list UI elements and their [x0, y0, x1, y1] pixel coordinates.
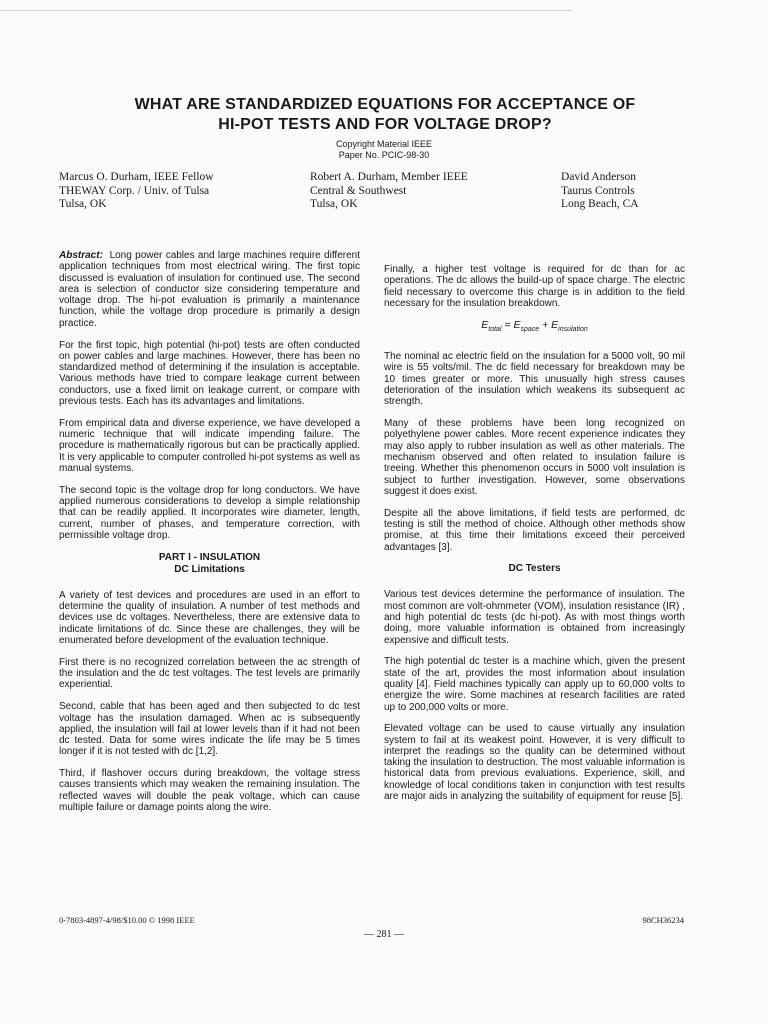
section-heading: [384, 563, 685, 575]
author-1: [59, 171, 214, 212]
paragraph: Despite all the above limitations, if field tests are performed, dc testing is still the method of choice. Although other methods show promise, at this time their limitations exceed their perceived advantages [3].: [384, 507, 685, 553]
left-column: [59, 250, 360, 824]
paragraph: Elevated voltage can be used to cause virtually any insulation system to fail at its weakest point. However, it is very difficult to interpret the readings so the quality can be determined without taking the insulation to destruction. The most valuable information is historical data from previous evaluations. Experience, skill, and knowledge of local conditions taken in conjunction with test results are major aids in analyzing the suitability of equipment for reuse [5].: [384, 723, 685, 803]
paragraph: From empirical data and diverse experience, we have developed a numeric technique that will indicate impending failure. The procedure is mathematically rigorous but can be practically applied. It is very applicable to computer controlled hi-pot systems as well as manual systems.: [59, 417, 360, 475]
paragraph: Various test devices determine the performance of insulation. The most common are volt-ohmmeter (VOM), insulation resistance (IR) , and high potential dc tests (dc hi-pot). As with most things worth doing, more valuable information is obtained from increasingly expensive and difficult tests.: [384, 589, 685, 646]
author-location: Tulsa, OK: [310, 198, 358, 210]
author-location: Tulsa, OK: [59, 198, 107, 210]
paragraph: First there is no recognized correlation between the ac strength of the insulation and the dc test voltages. The test levels are primarily experiential.: [59, 656, 360, 691]
top-rule: [0, 10, 572, 11]
paragraph: Many of these problems have been long recognized on polyethylene power cables. More recent experience indicates they may also apply to rubber insulation as well as other materials. The mechanism observed and often related to insulation failure is treeing. Whether this phenomenon occurs in 5000 volt insulation is subject to further investigation. However, some observations suggest it does exist.: [384, 418, 685, 497]
title-line-2: HI-POT TESTS AND FOR VOLTAGE DROP?: [218, 116, 552, 133]
eq-subscript: insulation: [558, 325, 588, 333]
page-number: — 281 —: [364, 929, 404, 940]
eq-symbol: + E: [539, 318, 559, 331]
author-2: [310, 171, 468, 212]
footer-code: 98CH36234: [642, 915, 684, 925]
abstract-label: Abstract:: [59, 250, 103, 261]
eq-subscript: total: [488, 325, 502, 333]
section-heading: [59, 552, 360, 576]
author-name: Marcus O. Durham, IEEE Fellow: [59, 171, 214, 183]
copyright-block: [284, 139, 484, 161]
eq-subscript: space: [520, 325, 540, 333]
right-column: [384, 264, 685, 813]
abstract-text: Long power cables and large machines require different application techniques from most electrical wiring. The first topic discussed is evaluation of insulation for continued use. The second area is selection of conductor size considering temperature and voltage drop. The hi-pot evaluation is primarily a maintenance function, while the voltage drop procedure is primarily a design practice.: [59, 250, 361, 329]
author-name: David Anderson: [561, 171, 637, 183]
paragraph: Third, if flashover occurs during breakdown, the voltage stress causes transients which may weaken the remaining insulation. The reflected waves will double the peak voltage, which can cause multiple failure or damage points along the wire.: [59, 768, 360, 814]
paragraph: Finally, a higher test voltage is required for dc than for ac operations. The dc allows the build-up of space charge. The electric field necessary to overcome this charge is in addition to the field necessary for the insulation breakdown.: [384, 264, 685, 309]
copyright-text: Copyright Material IEEE: [335, 139, 433, 149]
author-affiliation: THEWAY Corp. / Univ. of Tulsa: [59, 184, 210, 197]
footer-isbn: 0-7803-4897-4/98/$10.00 © 1998 IEEE: [59, 915, 195, 925]
author-3: [561, 171, 639, 212]
paper-number: Paper No. PCIC-98-30: [338, 150, 430, 160]
author-affiliation: Taurus Controls: [561, 184, 635, 197]
part-heading: PART I - INSULATION: [158, 551, 261, 563]
subsection-heading: DC Testers: [508, 563, 561, 575]
paper-title: [60, 95, 710, 135]
eq-symbol: E: [481, 318, 489, 331]
paragraph: Second, cable that has been aged and then subjected to dc test voltage has the insulation damaged. When ac is subsequently applied, the insulation will fail at lower levels than if it had not been dc tested. Data for some wires indicate the life may be 5 times longer if it is not tested with dc [1,2].: [59, 701, 360, 758]
abstract-paragraph: [59, 250, 360, 329]
paragraph: For the first topic, high potential (hi-pot) tests are often conducted on power cables and large machines. However, there has been no standardized method of determining if the insulation is acceptable. Various methods have tried to compare leakage current between conductors, use a fixed limit on leakage current, or compare with previous tests. Each has its advantages and limitations.: [59, 339, 360, 408]
paragraph: The nominal ac electric field on the insulation for a 5000 volt, 90 mil wire is 55 volts/mil. The dc field necessary for breakdown may be 10 times greater or more. This unusually high stress causes deterioration of the insulation which weakens its subsequent ac strength.: [384, 351, 685, 408]
author-name: Robert A. Durham, Member IEEE: [310, 171, 468, 183]
paragraph: The second topic is the voltage drop for long conductors. We have applied numerous considerations to develop a simple relationship that can be readily applied. It incorporates wire diameter, length, current, number of phases, and temperature correction, with permissible voltage drop.: [59, 484, 360, 542]
paragraph: A variety of test devices and procedures are used in an effort to determine the quality of insulation. A number of test methods and devices use dc voltages. Nevertheless, there are extensive data to indicate limitations of dc. Since these are challenges, they will be enumerated before development of the evaluation technique.: [59, 589, 360, 647]
eq-symbol: = E: [501, 318, 521, 331]
subsection-heading: DC Limitations: [174, 563, 245, 575]
author-location: Long Beach, CA: [561, 198, 639, 210]
equation: [384, 320, 685, 335]
paragraph: The high potential dc tester is a machine which, given the present state of the art, provides the most information about insulation quality [4]. Field machines typically can apply up to 60,000 volts to energize the wire. Some machines at research facilities are rated up to 200,000 volts or more.: [384, 656, 685, 713]
author-affiliation: Central & Southwest: [310, 184, 407, 197]
title-line-1: WHAT ARE STANDARDIZED EQUATIONS FOR ACCEPTANCE OF: [134, 96, 636, 113]
